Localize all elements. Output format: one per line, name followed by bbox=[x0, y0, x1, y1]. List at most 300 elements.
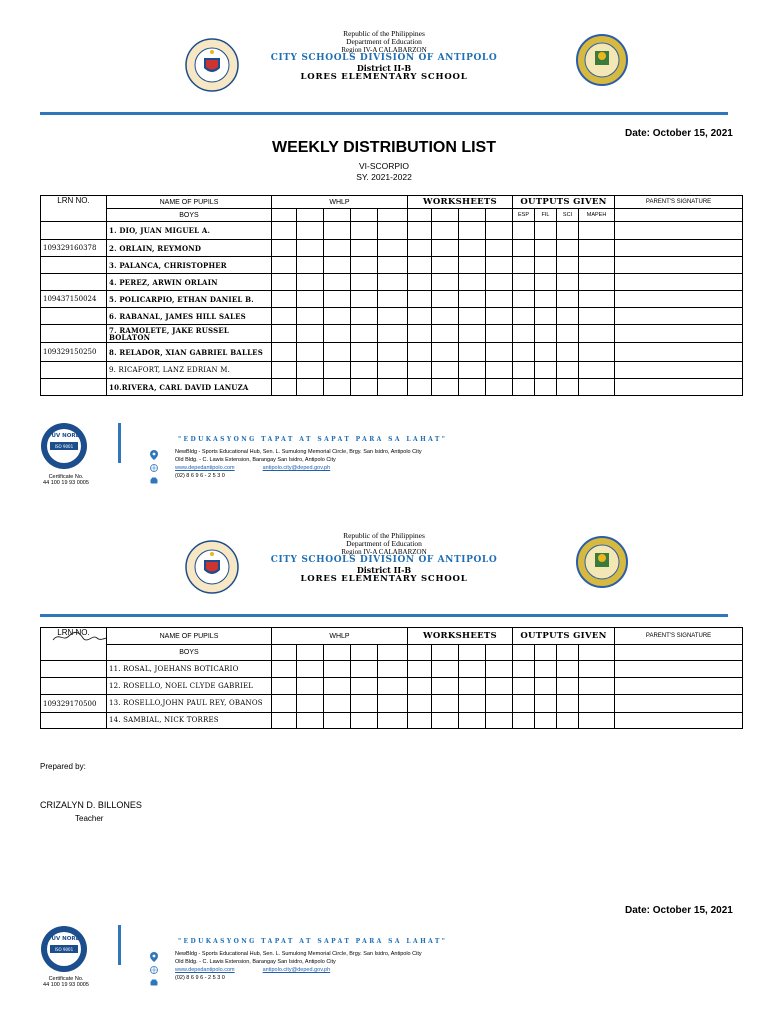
entry-cell[interactable] bbox=[297, 343, 324, 362]
email-link[interactable]: antipolo.city@deped.gov.ph bbox=[262, 464, 331, 471]
entry-cell[interactable] bbox=[486, 678, 513, 695]
entry-cell[interactable] bbox=[557, 325, 579, 343]
entry-cell[interactable] bbox=[432, 661, 459, 678]
entry-cell[interactable] bbox=[324, 343, 351, 362]
cert-number: 44 100 19 93 0005 bbox=[43, 480, 89, 486]
entry-cell[interactable] bbox=[615, 379, 743, 396]
entry-cell[interactable] bbox=[557, 343, 579, 362]
entry-cell[interactable] bbox=[324, 325, 351, 343]
entry-cell[interactable] bbox=[432, 678, 459, 695]
entry-cell[interactable] bbox=[324, 257, 351, 274]
entry-cell[interactable] bbox=[579, 240, 615, 257]
iso-label: ISO 9001 bbox=[54, 444, 74, 449]
entry-cell[interactable] bbox=[297, 695, 324, 713]
entry-cell[interactable] bbox=[408, 291, 432, 308]
table-row bbox=[41, 308, 743, 325]
entry-cell[interactable] bbox=[378, 325, 408, 343]
entry-cell[interactable] bbox=[408, 661, 432, 678]
entry-cell[interactable] bbox=[535, 661, 557, 678]
table-row bbox=[41, 695, 743, 713]
entry-cell[interactable] bbox=[378, 274, 408, 291]
phone-text: (02) 8 6 9 6 - 2 5 3 0 bbox=[175, 472, 225, 479]
entry-cell[interactable] bbox=[579, 661, 615, 678]
entry-cell[interactable] bbox=[272, 713, 297, 729]
address-new: NewBldg - Sports Educational Hub, Sen. L. Sumulong Memorial Circle, Brgy. San Isidro, Antipolo City bbox=[175, 449, 422, 455]
entry-cell[interactable] bbox=[459, 325, 486, 343]
entry-cell[interactable] bbox=[557, 362, 579, 379]
web-link-2[interactable]: www.depedantipolo.com bbox=[175, 966, 235, 973]
entry-cell[interactable] bbox=[459, 343, 486, 362]
entry-cell[interactable] bbox=[297, 274, 324, 291]
lrn-cell bbox=[41, 325, 107, 343]
entry-cell[interactable] bbox=[378, 291, 408, 308]
entry-cell[interactable] bbox=[459, 695, 486, 713]
lrn-cell: 109437150024 bbox=[41, 291, 107, 308]
entry-cell[interactable] bbox=[432, 291, 459, 308]
entry-cell[interactable] bbox=[579, 325, 615, 343]
school-text-2: LORES ELEMENTARY SCHOOL bbox=[300, 573, 468, 584]
entry-cell[interactable] bbox=[513, 379, 535, 396]
entry-cell[interactable] bbox=[272, 240, 297, 257]
entry-cell[interactable] bbox=[324, 362, 351, 379]
entry-cell[interactable] bbox=[557, 695, 579, 713]
col-lrn-header: LRN NO. bbox=[41, 196, 107, 222]
pupil-name-cell: 9. RICAFORT, LANZ EDRIAN M. bbox=[107, 362, 272, 379]
entry-cell[interactable] bbox=[486, 257, 513, 274]
entry-cell[interactable] bbox=[579, 291, 615, 308]
lrn-cell: 109329160378 bbox=[41, 240, 107, 257]
pupil-name-cell: 4. PEREZ, ARWIN ORLAIN bbox=[107, 274, 272, 291]
distribution-table-1 bbox=[40, 195, 743, 396]
entry-cell[interactable] bbox=[351, 274, 378, 291]
entry-cell[interactable] bbox=[535, 379, 557, 396]
entry-cell[interactable] bbox=[351, 291, 378, 308]
pupil-name-cell: 11. ROSAL, JOEHANS BOTICARIO bbox=[107, 661, 272, 678]
entry-cell[interactable] bbox=[432, 343, 459, 362]
entry-cell[interactable] bbox=[272, 222, 297, 240]
signature-scribble bbox=[49, 630, 107, 644]
entry-cell[interactable] bbox=[351, 678, 378, 695]
entry-cell[interactable] bbox=[513, 343, 535, 362]
entry-cell[interactable] bbox=[297, 713, 324, 729]
entry-cell[interactable] bbox=[579, 695, 615, 713]
entry-cell[interactable] bbox=[297, 325, 324, 343]
col-outputs-header: OUTPUTS GIVEN bbox=[513, 196, 615, 209]
date-text-2: Date: October 15, 2021 bbox=[625, 905, 733, 916]
lrn-cell bbox=[41, 274, 107, 291]
lrn-cell: 109329150250 bbox=[41, 343, 107, 362]
entry-cell[interactable] bbox=[615, 222, 743, 240]
entry-cell[interactable] bbox=[615, 291, 743, 308]
entry-cell[interactable] bbox=[408, 678, 432, 695]
entry-cell[interactable] bbox=[486, 291, 513, 308]
entry-cell[interactable] bbox=[486, 379, 513, 396]
entry-cell[interactable] bbox=[513, 308, 535, 325]
entry-cell[interactable] bbox=[486, 661, 513, 678]
entry-cell[interactable] bbox=[351, 325, 378, 343]
division-seal bbox=[576, 34, 628, 86]
lrn-cell bbox=[41, 308, 107, 325]
entry-cell[interactable] bbox=[513, 240, 535, 257]
cert-label-2: Certificate No. bbox=[48, 976, 84, 982]
entry-cell[interactable] bbox=[297, 222, 324, 240]
entry-cell[interactable] bbox=[378, 661, 408, 678]
entry-cell[interactable] bbox=[408, 695, 432, 713]
entry-cell[interactable] bbox=[324, 291, 351, 308]
entry-cell[interactable] bbox=[351, 661, 378, 678]
entry-cell[interactable] bbox=[535, 325, 557, 343]
pupil-name-cell: 10.RIVERA, CARL DAVID LANUZA bbox=[107, 379, 272, 396]
entry-cell[interactable] bbox=[272, 291, 297, 308]
entry-cell[interactable] bbox=[557, 222, 579, 240]
table-row bbox=[41, 379, 743, 396]
col-outputs-header-2: OUTPUTS GIVEN bbox=[513, 628, 615, 645]
lrn-cell bbox=[41, 678, 107, 695]
school-text: LORES ELEMENTARY SCHOOL bbox=[300, 71, 468, 82]
iso-label-2: ISO 9001 bbox=[54, 947, 74, 952]
entry-cell[interactable] bbox=[272, 678, 297, 695]
division-text: CITY SCHOOLS DIVISION OF ANTIPOLO bbox=[270, 53, 498, 64]
col-signature-header-2: PARENT'S SIGNATURE bbox=[615, 628, 743, 645]
entry-cell[interactable] bbox=[615, 308, 743, 325]
entry-cell[interactable] bbox=[408, 325, 432, 343]
page2-letterhead bbox=[234, 532, 534, 584]
entry-cell[interactable] bbox=[324, 308, 351, 325]
entry-cell[interactable] bbox=[432, 713, 459, 729]
entry-cell[interactable] bbox=[615, 343, 743, 362]
entry-cell[interactable] bbox=[297, 362, 324, 379]
lrn-cell bbox=[41, 661, 107, 678]
entry-cell[interactable] bbox=[486, 325, 513, 343]
tuv-label-2: TÜV NORD bbox=[47, 936, 81, 942]
sub-sci: SCI bbox=[557, 209, 579, 222]
table-row bbox=[41, 274, 743, 291]
entry-cell[interactable] bbox=[351, 222, 378, 240]
entry-cell[interactable] bbox=[432, 222, 459, 240]
entry-cell[interactable] bbox=[486, 343, 513, 362]
entry-cell[interactable] bbox=[432, 695, 459, 713]
motto-text: "EDUKASYONG TAPAT AT SAPAT PARA SA LAHAT" bbox=[178, 436, 448, 443]
deped-seal-2 bbox=[185, 540, 239, 594]
email-link-2[interactable]: antipolo.city@deped.gov.ph bbox=[262, 966, 331, 973]
entry-cell[interactable] bbox=[615, 362, 743, 379]
entry-cell[interactable] bbox=[579, 222, 615, 240]
address-old: Old Bldg. - C. Lawis Extension, Barangay San Isidro, Antipolo City bbox=[175, 456, 336, 463]
entry-cell[interactable] bbox=[459, 308, 486, 325]
entry-cell[interactable] bbox=[486, 222, 513, 240]
teacher-name: CRIZALYN D. BILLONES bbox=[40, 800, 142, 810]
phone-icon bbox=[150, 471, 158, 489]
header-divider bbox=[40, 112, 728, 115]
entry-cell[interactable] bbox=[459, 291, 486, 308]
entry-cell[interactable] bbox=[459, 274, 486, 291]
entry-cell[interactable] bbox=[351, 240, 378, 257]
entry-cell[interactable] bbox=[408, 308, 432, 325]
entry-cell[interactable] bbox=[535, 274, 557, 291]
entry-cell[interactable] bbox=[535, 222, 557, 240]
entry-cell[interactable] bbox=[557, 308, 579, 325]
entry-cell[interactable] bbox=[535, 308, 557, 325]
entry-cell[interactable] bbox=[378, 240, 408, 257]
table-row bbox=[41, 291, 743, 308]
pupil-name-cell: 14. SAMBIAL, NICK TORRES bbox=[107, 713, 272, 729]
pupil-name-cell: 3. PALANCA, CHRISTOPHER bbox=[107, 257, 272, 274]
page1-letterhead bbox=[234, 30, 534, 82]
entry-cell[interactable] bbox=[432, 362, 459, 379]
entry-cell[interactable] bbox=[351, 379, 378, 396]
footer-divider-2 bbox=[118, 925, 121, 965]
entry-cell[interactable] bbox=[378, 695, 408, 713]
lrn-cell bbox=[41, 362, 107, 379]
entry-cell[interactable] bbox=[579, 362, 615, 379]
entry-cell[interactable] bbox=[513, 291, 535, 308]
entry-cell[interactable] bbox=[459, 240, 486, 257]
entry-cell[interactable] bbox=[535, 343, 557, 362]
entry-cell[interactable] bbox=[324, 661, 351, 678]
entry-cell[interactable] bbox=[513, 362, 535, 379]
col-lrn-label-2: LRN NO. bbox=[57, 628, 90, 637]
entry-cell[interactable] bbox=[535, 362, 557, 379]
phone-icon-2 bbox=[150, 973, 158, 991]
table-row bbox=[41, 713, 743, 729]
phone-text-2: (02) 8 6 9 6 - 2 5 3 0 bbox=[175, 974, 225, 981]
entry-cell[interactable] bbox=[459, 379, 486, 396]
entry-cell[interactable] bbox=[535, 240, 557, 257]
entry-cell[interactable] bbox=[513, 678, 535, 695]
entry-cell[interactable] bbox=[324, 678, 351, 695]
tuv-badge-2 bbox=[40, 925, 88, 973]
entry-cell[interactable] bbox=[272, 379, 297, 396]
entry-cell[interactable] bbox=[408, 379, 432, 396]
entry-cell[interactable] bbox=[557, 240, 579, 257]
pupil-name-cell: 5. POLICARPIO, ETHAN DANIEL B. bbox=[107, 291, 272, 308]
col-signature-header: PARENT'S SIGNATURE bbox=[615, 196, 743, 209]
entry-cell[interactable] bbox=[324, 274, 351, 291]
distribution-table-2 bbox=[40, 627, 743, 729]
entry-cell[interactable] bbox=[272, 308, 297, 325]
entry-cell[interactable] bbox=[408, 257, 432, 274]
entry-cell[interactable] bbox=[535, 695, 557, 713]
entry-cell[interactable] bbox=[459, 362, 486, 379]
entry-cell[interactable] bbox=[408, 362, 432, 379]
pupil-name-cell: 7. RAMOLETE, JAKE RUSSEL BOLATON bbox=[107, 325, 272, 343]
entry-cell[interactable] bbox=[432, 274, 459, 291]
entry-cell[interactable] bbox=[579, 308, 615, 325]
cert-number-2: 44 100 19 93 0005 bbox=[43, 982, 89, 988]
entry-cell[interactable] bbox=[324, 240, 351, 257]
entry-cell[interactable] bbox=[513, 257, 535, 274]
footer-contact bbox=[175, 449, 535, 481]
entry-cell[interactable] bbox=[557, 713, 579, 729]
entry-cell[interactable] bbox=[557, 274, 579, 291]
entry-cell[interactable] bbox=[297, 678, 324, 695]
region-text: Region IV-A CALABARZON bbox=[341, 45, 427, 54]
entry-cell[interactable] bbox=[615, 713, 743, 729]
motto-text-2: "EDUKASYONG TAPAT AT SAPAT PARA SA LAHAT" bbox=[178, 938, 448, 945]
entry-cell[interactable] bbox=[557, 379, 579, 396]
entry-cell[interactable] bbox=[272, 257, 297, 274]
entry-cell[interactable] bbox=[378, 257, 408, 274]
table-row bbox=[41, 325, 743, 343]
address-old-2: Old Bldg. - C. Lawis Extension, Barangay San Isidro, Antipolo City bbox=[175, 958, 336, 965]
entry-cell[interactable] bbox=[324, 713, 351, 729]
entry-cell[interactable] bbox=[297, 257, 324, 274]
entry-cell[interactable] bbox=[459, 222, 486, 240]
entry-cell[interactable] bbox=[615, 695, 743, 713]
entry-cell[interactable] bbox=[408, 713, 432, 729]
header-divider-2 bbox=[40, 614, 728, 617]
region-text-2: Region IV-A CALABARZON bbox=[341, 547, 427, 556]
entry-cell[interactable] bbox=[579, 713, 615, 729]
entry-cell[interactable] bbox=[297, 308, 324, 325]
entry-cell[interactable] bbox=[272, 362, 297, 379]
table-row bbox=[41, 222, 743, 240]
entry-cell[interactable] bbox=[408, 343, 432, 362]
lrn-cell: 109329170500 bbox=[41, 695, 107, 713]
entry-cell[interactable] bbox=[272, 274, 297, 291]
entry-cell[interactable] bbox=[579, 257, 615, 274]
col-boys-header-2: BOYS bbox=[107, 645, 272, 661]
col-whlp-header: WHLP bbox=[272, 196, 408, 209]
entry-cell[interactable] bbox=[557, 661, 579, 678]
lrn-cell bbox=[41, 713, 107, 729]
department-text: Department of Education bbox=[346, 37, 422, 47]
entry-cell[interactable] bbox=[378, 362, 408, 379]
entry-cell[interactable] bbox=[351, 713, 378, 729]
page-title: WEEKLY DISTRIBUTION LIST bbox=[271, 139, 496, 156]
entry-cell[interactable] bbox=[459, 713, 486, 729]
entry-cell[interactable] bbox=[513, 325, 535, 343]
entry-cell[interactable] bbox=[351, 362, 378, 379]
table-row bbox=[41, 257, 743, 274]
entry-cell[interactable] bbox=[432, 240, 459, 257]
table-row bbox=[41, 362, 743, 379]
pupil-name-cell: 13. ROSELLO,JOHN PAUL REY, OBANOS bbox=[107, 695, 272, 713]
district-text-2: District II-B bbox=[356, 565, 412, 576]
sub-mapeh: MAPEH bbox=[579, 209, 615, 222]
entry-cell[interactable] bbox=[297, 240, 324, 257]
entry-cell[interactable] bbox=[351, 343, 378, 362]
entry-cell[interactable] bbox=[486, 308, 513, 325]
entry-cell[interactable] bbox=[297, 291, 324, 308]
lrn-cell bbox=[41, 257, 107, 274]
entry-cell[interactable] bbox=[432, 325, 459, 343]
division-seal-2 bbox=[576, 536, 628, 588]
entry-cell[interactable] bbox=[615, 240, 743, 257]
entry-cell[interactable] bbox=[351, 695, 378, 713]
entry-cell[interactable] bbox=[432, 308, 459, 325]
entry-cell[interactable] bbox=[297, 661, 324, 678]
table-row bbox=[41, 678, 743, 695]
entry-cell[interactable] bbox=[378, 713, 408, 729]
tuv-badge bbox=[40, 422, 88, 470]
entry-cell[interactable] bbox=[272, 325, 297, 343]
col-boys-header: BOYS bbox=[107, 209, 272, 222]
entry-cell[interactable] bbox=[459, 661, 486, 678]
entry-cell[interactable] bbox=[408, 222, 432, 240]
footer-contact-2 bbox=[175, 951, 535, 983]
pupil-name-cell: 2. ORLAIN, REYMOND bbox=[107, 240, 272, 257]
entry-cell[interactable] bbox=[513, 222, 535, 240]
entry-cell[interactable] bbox=[272, 661, 297, 678]
entry-cell[interactable] bbox=[615, 257, 743, 274]
entry-cell[interactable] bbox=[513, 274, 535, 291]
republic-text-2: Republic of the Philippines bbox=[343, 531, 425, 540]
col-whlp-header-2: WHLP bbox=[272, 628, 408, 645]
entry-cell[interactable] bbox=[579, 379, 615, 396]
cert-label: Certificate No. bbox=[48, 474, 84, 480]
entry-cell[interactable] bbox=[378, 308, 408, 325]
entry-cell[interactable] bbox=[486, 713, 513, 729]
entry-cell[interactable] bbox=[615, 678, 743, 695]
entry-cell[interactable] bbox=[615, 274, 743, 291]
entry-cell[interactable] bbox=[378, 678, 408, 695]
table-row bbox=[41, 240, 743, 257]
entry-cell[interactable] bbox=[324, 222, 351, 240]
sub-fil: FIL bbox=[535, 209, 557, 222]
pupil-name-cell: 8. RELADOR, XIAN GABRIEL BALLES bbox=[107, 343, 272, 362]
entry-cell[interactable] bbox=[486, 274, 513, 291]
entry-cell[interactable] bbox=[513, 695, 535, 713]
entry-cell[interactable] bbox=[378, 379, 408, 396]
entry-cell[interactable] bbox=[615, 325, 743, 343]
entry-cell[interactable] bbox=[408, 274, 432, 291]
republic-text: Republic of the Philippines bbox=[343, 29, 425, 38]
entry-cell[interactable] bbox=[378, 222, 408, 240]
entry-cell[interactable] bbox=[486, 362, 513, 379]
entry-cell[interactable] bbox=[486, 240, 513, 257]
entry-cell[interactable] bbox=[513, 713, 535, 729]
entry-cell[interactable] bbox=[486, 695, 513, 713]
col-lrn-header-2 bbox=[41, 628, 107, 661]
entry-cell[interactable] bbox=[324, 379, 351, 396]
district-text: District II-B bbox=[356, 63, 412, 74]
date-text: Date: October 15, 2021 bbox=[625, 128, 733, 139]
entry-cell[interactable] bbox=[351, 257, 378, 274]
entry-cell[interactable] bbox=[432, 379, 459, 396]
entry-cell[interactable] bbox=[272, 343, 297, 362]
entry-cell[interactable] bbox=[378, 343, 408, 362]
department-text-2: Department of Education bbox=[346, 539, 422, 549]
entry-cell[interactable] bbox=[535, 291, 557, 308]
lrn-cell bbox=[41, 379, 107, 396]
entry-cell[interactable] bbox=[432, 257, 459, 274]
entry-cell[interactable] bbox=[408, 240, 432, 257]
entry-cell[interactable] bbox=[535, 713, 557, 729]
entry-cell[interactable] bbox=[272, 695, 297, 713]
entry-cell[interactable] bbox=[535, 678, 557, 695]
entry-cell[interactable] bbox=[324, 695, 351, 713]
entry-cell[interactable] bbox=[297, 379, 324, 396]
table-row bbox=[41, 343, 743, 362]
entry-cell[interactable] bbox=[557, 257, 579, 274]
address-new-2: NewBldg - Sports Educational Hub, Sen. L. Sumulong Memorial Circle, Brgy. San Isidro, Antipolo City bbox=[175, 951, 422, 957]
web-link[interactable]: www.depedantipolo.com bbox=[175, 464, 235, 471]
entry-cell[interactable] bbox=[579, 678, 615, 695]
entry-cell[interactable] bbox=[513, 661, 535, 678]
prepared-by-label: Prepared by: bbox=[40, 762, 86, 771]
col-name-header: NAME OF PUPILS bbox=[107, 196, 272, 209]
entry-cell[interactable] bbox=[579, 274, 615, 291]
entry-cell[interactable] bbox=[459, 678, 486, 695]
entry-cell[interactable] bbox=[351, 308, 378, 325]
entry-cell[interactable] bbox=[459, 257, 486, 274]
entry-cell[interactable] bbox=[615, 661, 743, 678]
entry-cell[interactable] bbox=[557, 291, 579, 308]
entry-cell[interactable] bbox=[557, 678, 579, 695]
entry-cell[interactable] bbox=[579, 343, 615, 362]
entry-cell[interactable] bbox=[535, 257, 557, 274]
